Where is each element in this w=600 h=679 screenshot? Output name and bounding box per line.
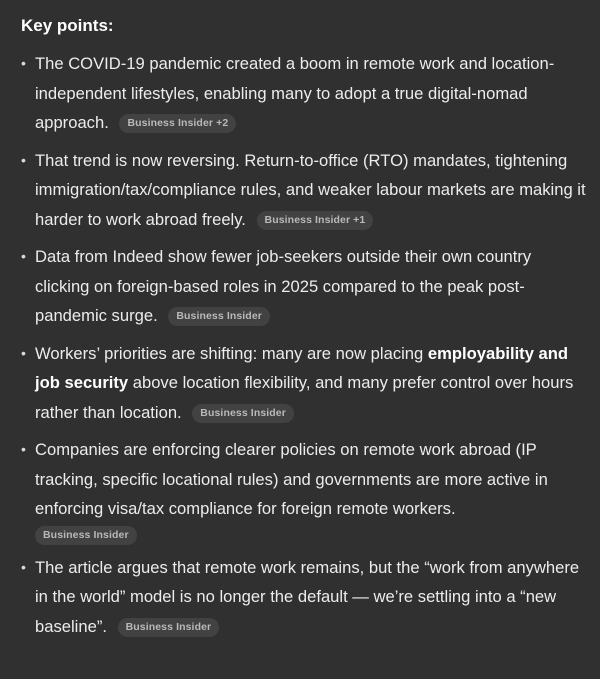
source-chip[interactable]: Business Insider (192, 404, 294, 423)
bullet-icon: • (21, 558, 26, 575)
point-text: The article argues that remote work remains, but the “work from anywhere in the world” model is no longer the default — we’re settling into a “new baseline”. (35, 557, 580, 636)
key-points-list (21, 49, 588, 641)
point-text-bold: employability and job security (35, 343, 569, 392)
source-chip[interactable]: Business Insider (118, 618, 220, 637)
point-text-after: above location flexibility, and many prefer control over hours rather than location. (35, 373, 574, 422)
bullet-icon: • (21, 151, 26, 168)
source-chip[interactable]: Business Insider +2 (119, 114, 236, 133)
list-item (21, 242, 588, 331)
source-chip[interactable]: Business Insider +1 (257, 211, 374, 230)
point-text: Companies are enforcing clearer policies on remote work abroad (IP tracking, specific locational rules) and governments are more active in enforcing visa/tax compliance for foreign remote workers. (35, 440, 548, 518)
list-item (21, 553, 588, 642)
section-heading: Key points: (21, 16, 114, 35)
list-item (21, 49, 588, 138)
source-chip[interactable]: Business Insider (35, 526, 137, 545)
point-text: That trend is now reversing. Return-to-office (RTO) mandates, tightening immigration/tax/compliance rules, and weaker labour markets are making it harder to work abroad freely. (35, 150, 586, 229)
point-text: The COVID-19 pandemic created a boom in remote work and location-independent lifestyles, enabling many to adopt a true digital-nomad approach. (35, 54, 555, 132)
bullet-icon: • (21, 344, 26, 361)
bullet-icon: • (21, 441, 26, 457)
list-item (21, 435, 588, 545)
point-text-before: Workers’ priorities are shifting: many are now placing (35, 343, 428, 363)
point-text: Data from Indeed show fewer job-seekers outside their own country clicking on foreign-based roles in 2025 compared to the peak post-pandemic surge. (35, 247, 532, 325)
list-item (21, 146, 588, 235)
list-item (21, 339, 588, 428)
bullet-icon: • (21, 248, 26, 264)
source-chip[interactable]: Business Insider (168, 307, 270, 326)
bullet-icon: • (21, 55, 26, 71)
